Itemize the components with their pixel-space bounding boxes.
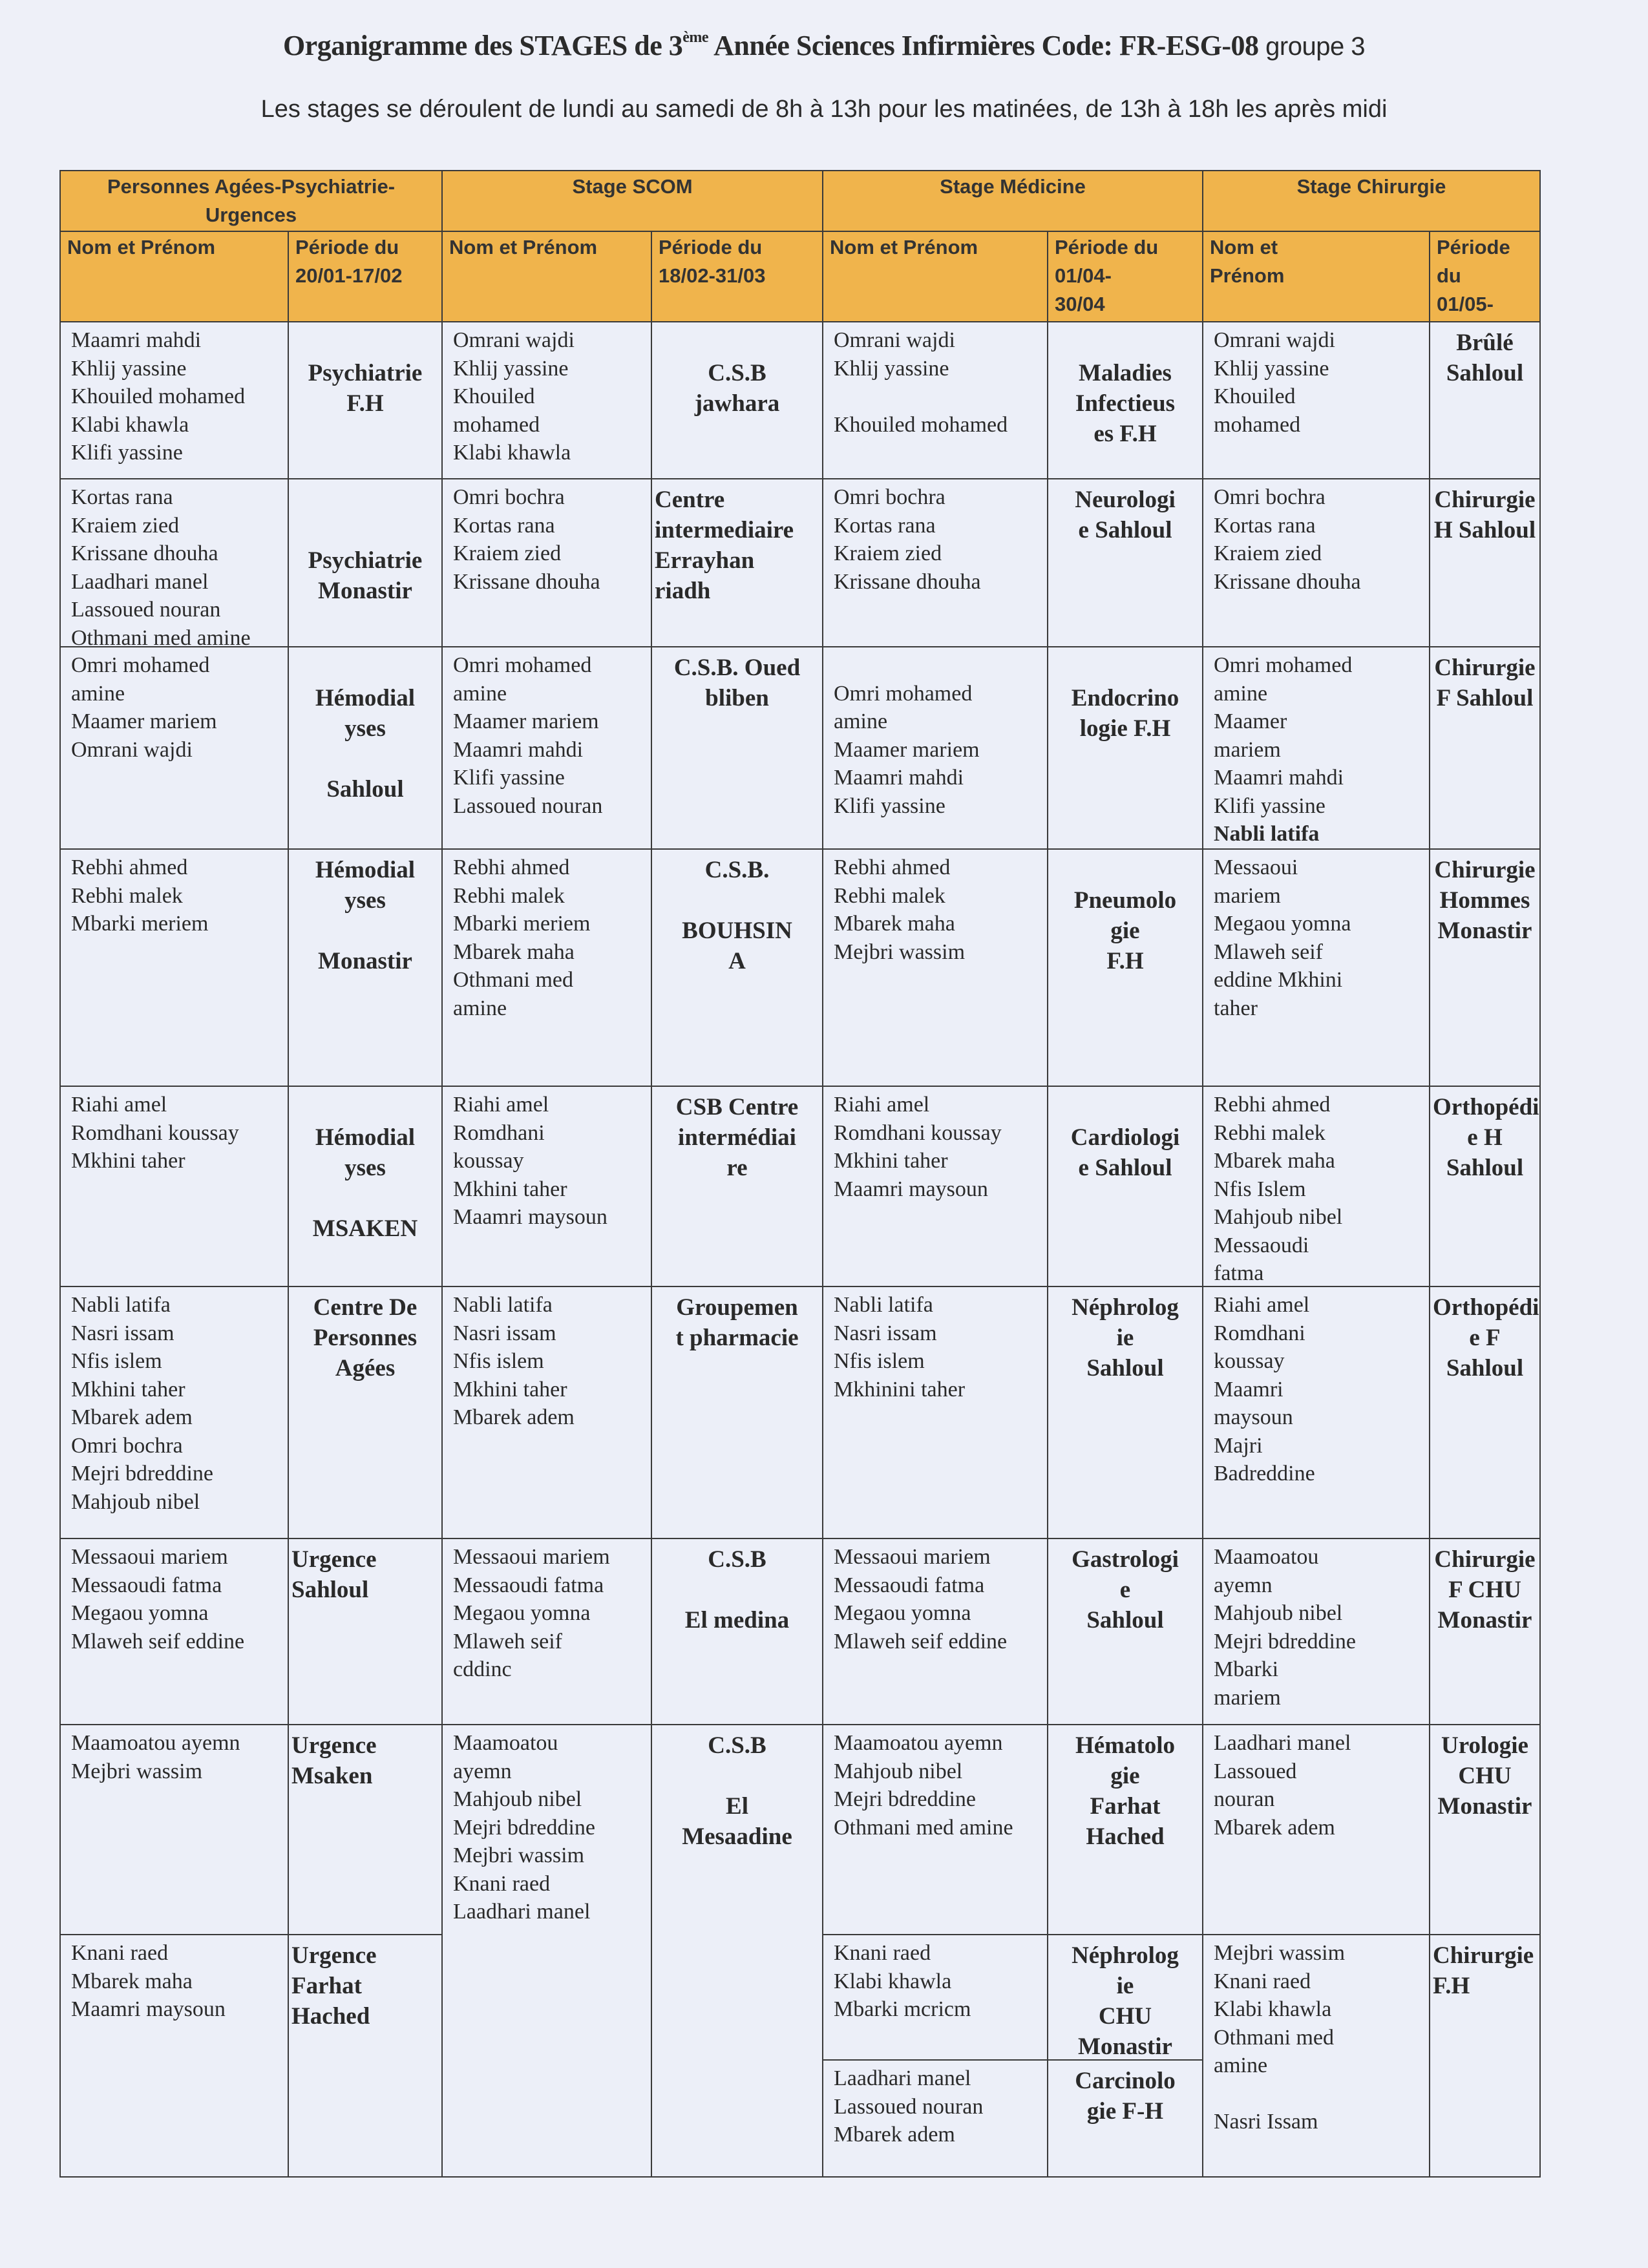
internship-site: Cardiologi e Sahloul (1047, 1086, 1203, 1287)
internship-site: Neurologi e Sahloul (1047, 478, 1203, 647)
student-list: Rebhi ahmed Rebhi malek Mbarki meriem Mbarek maha Othmani med amine (441, 848, 652, 1087)
internship-site: Carcinolo gie F-H (1047, 2059, 1203, 2178)
internship-site: Psychiatrie Monastir (288, 478, 443, 647)
internship-site: Chirurgie Hommes Monastir (1429, 848, 1541, 1087)
internship-site: Psychiatrie F.H (288, 321, 443, 479)
student-list: Omri bochra Kortas rana Kraiem zied Krissane dhouha (441, 478, 652, 647)
internship-site: Brûlé Sahloul (1429, 321, 1541, 479)
internship-site: Endocrino logie F.H (1047, 646, 1203, 850)
student-list: Omri mohamed amine Maamer mariem Maamri mahdi Klifi yassine Lassoued nouran (441, 646, 652, 850)
document-subtitle: Les stages se déroulent de lundi au samedi de 8h à 13h pour les matinées, de 13h à 18h les après midi (260, 96, 1388, 123)
student-list: Knani raed Klabi khawla Mbarki mcricm (822, 1934, 1048, 2061)
group-header: Personnes Agées-Psychiatrie- Urgences (59, 170, 443, 232)
internship-site: Chirurgie F Sahloul (1429, 646, 1541, 850)
internship-site: C.S.B. Oued bliben (651, 646, 823, 850)
internship-site: Urgence Sahloul (288, 1538, 443, 1725)
name-column-header: Nom et Prénom (1202, 231, 1430, 322)
student-list: Knani raed Mbarek maha Maamri maysoun (59, 1934, 289, 2178)
internship-site: Urgence Farhat Hached (288, 1934, 443, 2178)
period-column-header: Période du 01/05- (1429, 231, 1541, 322)
title-group: groupe 3 (1258, 32, 1366, 61)
name-column-header: Nom et Prénom (822, 231, 1048, 322)
student-list: Nabli latifa Nasri issam Nfis islem Mkhini taher Mbarek adem Omri bochra Mejri bdreddine Mahjoub nibel (59, 1286, 289, 1539)
student-list: Riahi amel Romdhani koussay Mkhini taher Maamri maysoun (441, 1086, 652, 1287)
internship-site: Maladies Infectieus es F.H (1047, 321, 1203, 479)
student-list: Laadhari manel Lassoued nouran Mbarek adem (822, 2059, 1048, 2178)
internship-site: C.S.B jawhara (651, 321, 823, 479)
internship-site: Néphrolog ie Sahloul (1047, 1286, 1203, 1539)
student-list: Omrani wajdi Khlij yassine Khouiled mohamed (1202, 321, 1430, 479)
internship-site: Hémodial yses MSAKEN (288, 1086, 443, 1287)
group-header: Stage Médicine (822, 170, 1203, 232)
student-list: Omri bochra Kortas rana Kraiem zied Krissane dhouha (822, 478, 1048, 647)
document-title (0, 29, 1648, 62)
student-list: Omrani wajdi Khlij yassine Khouiled mohamed (822, 321, 1048, 479)
student-list: Riahi amel Romdhani koussay Mkhini taher (59, 1086, 289, 1287)
internship-site: Urologie CHU Monastir (1429, 1724, 1541, 1935)
student-list: Omri mohamed amine Maamer mariem Omrani wajdi (59, 646, 289, 850)
period-column-header: Période du 18/02-31/03 (651, 231, 823, 322)
internship-site: Centre intermediaire Errayhan riadh (651, 478, 823, 647)
student-list: Rebhi ahmed Rebhi malek Mbarek maha Nfis Islem Mahjoub nibel Messaoudi fatma (1202, 1086, 1430, 1287)
internship-site: Centre De Personnes Agées (288, 1286, 443, 1539)
student-list: Mejbri wassim Knani raed Klabi khawla Othmani med amine Nasri Issam (1202, 1934, 1430, 2178)
internship-site: Chirurgie F.H (1429, 1934, 1541, 2178)
internship-site: CSB Centre intermédiai re (651, 1086, 823, 1287)
student-list: Laadhari manel Lassoued nouran Mbarek adem (1202, 1724, 1430, 1935)
student-list: Omri bochra Kortas rana Kraiem zied Krissane dhouha (1202, 478, 1430, 647)
student-list: Maamoatou ayemn Mahjoub nibel Mejri bdreddine Mbarki mariem (1202, 1538, 1430, 1725)
group-header: Stage SCOM (441, 170, 823, 232)
internship-site: C.S.B El medina (651, 1538, 823, 1725)
student-list: Maamoatou ayemn Mejbri wassim (59, 1724, 289, 1935)
internship-site: Pneumolo gie F.H (1047, 848, 1203, 1087)
internship-site: Chirurgie F CHU Monastir (1429, 1538, 1541, 1725)
title-rest: Année Sciences Infirmières Code: FR-ESG-08 (708, 30, 1259, 61)
student-list: Maamri mahdi Khlij yassine Khouiled mohamed Klabi khawla Klifi yassine (59, 321, 289, 479)
title-main: Organigramme des STAGES de 3 (282, 30, 683, 61)
internship-site: Hématolo gie Farhat Hached (1047, 1724, 1203, 1935)
group-header: Stage Chirurgie (1202, 170, 1541, 232)
internship-site: Hémodial yses Sahloul (288, 646, 443, 850)
internship-site: Hémodial yses Monastir (288, 848, 443, 1087)
student-list: Maamoatou ayemn Mahjoub nibel Mejri bdreddine Othmani med amine (822, 1724, 1048, 1935)
period-column-header: Période du 01/04- 30/04 (1047, 231, 1203, 322)
student-list: Nabli latifa Nasri issam Nfis islem Mkhini taher Mbarek adem (441, 1286, 652, 1539)
internship-site: Urgence Msaken (288, 1724, 443, 1935)
internship-site: C.S.B. BOUHSIN A (651, 848, 823, 1087)
student-list: Omri mohamed amine Maamer mariem Maamri mahdi Klifi yassine (822, 646, 1048, 850)
student-list: Messaoui mariem Messaoudi fatma Megaou yomna Mlaweh seif eddine (822, 1538, 1048, 1725)
internship-site: Orthopédi e F Sahloul (1429, 1286, 1541, 1539)
student-list: Riahi amel Romdhani koussay Maamri maysoun Majri Badreddine (1202, 1286, 1430, 1539)
student-list: Omrani wajdi Khlij yassine Khouiled mohamed Klabi khawla (441, 321, 652, 479)
name-column-header: Nom et Prénom (441, 231, 652, 322)
internship-site: Orthopédi e H Sahloul (1429, 1086, 1541, 1287)
student-list: Rebhi ahmed Rebhi malek Mbarek maha Mejbri wassim (822, 848, 1048, 1087)
title-superscript: ème (682, 29, 709, 46)
student-list: Nabli latifa Nasri issam Nfis islem Mkhinini taher (822, 1286, 1048, 1539)
internship-site: Groupemen t pharmacie (651, 1286, 823, 1539)
student-list: Messaoui mariem Messaoudi fatma Megaou yomna Mlaweh seif eddine (59, 1538, 289, 1725)
student-list: Rebhi ahmed Rebhi malek Mbarki meriem (59, 848, 289, 1087)
internship-site: Néphrolog ie CHU Monastir (1047, 1934, 1203, 2061)
student-list: Messaoui mariem Megaou yomna Mlaweh seif eddine Mkhini taher (1202, 848, 1430, 1087)
name-column-header: Nom et Prénom (59, 231, 289, 322)
student-list: Omri mohamed amine Maamer mariem Maamri mahdi Klifi yassine Nabli latifa (1202, 646, 1430, 850)
student-list: Riahi amel Romdhani koussay Mkhini taher Maamri maysoun (822, 1086, 1048, 1287)
student-name-highlighted: Nabli latifa (1214, 822, 1320, 846)
internship-site: Gastrologi e Sahloul (1047, 1538, 1203, 1725)
internship-site: C.S.B El Mesaadine (651, 1724, 823, 2178)
student-list: Kortas rana Kraiem zied Krissane dhouha Laadhari manel Lassoued nouran Othmani med amine (59, 478, 289, 647)
internship-site: Chirurgie H Sahloul (1429, 478, 1541, 647)
student-list: Maamoatou ayemn Mahjoub nibel Mejri bdreddine Mejbri wassim Knani raed Laadhari manel (441, 1724, 652, 2178)
period-column-header: Période du 20/01-17/02 (288, 231, 443, 322)
student-list: Messaoui mariem Messaoudi fatma Megaou yomna Mlaweh seif cddinc (441, 1538, 652, 1725)
